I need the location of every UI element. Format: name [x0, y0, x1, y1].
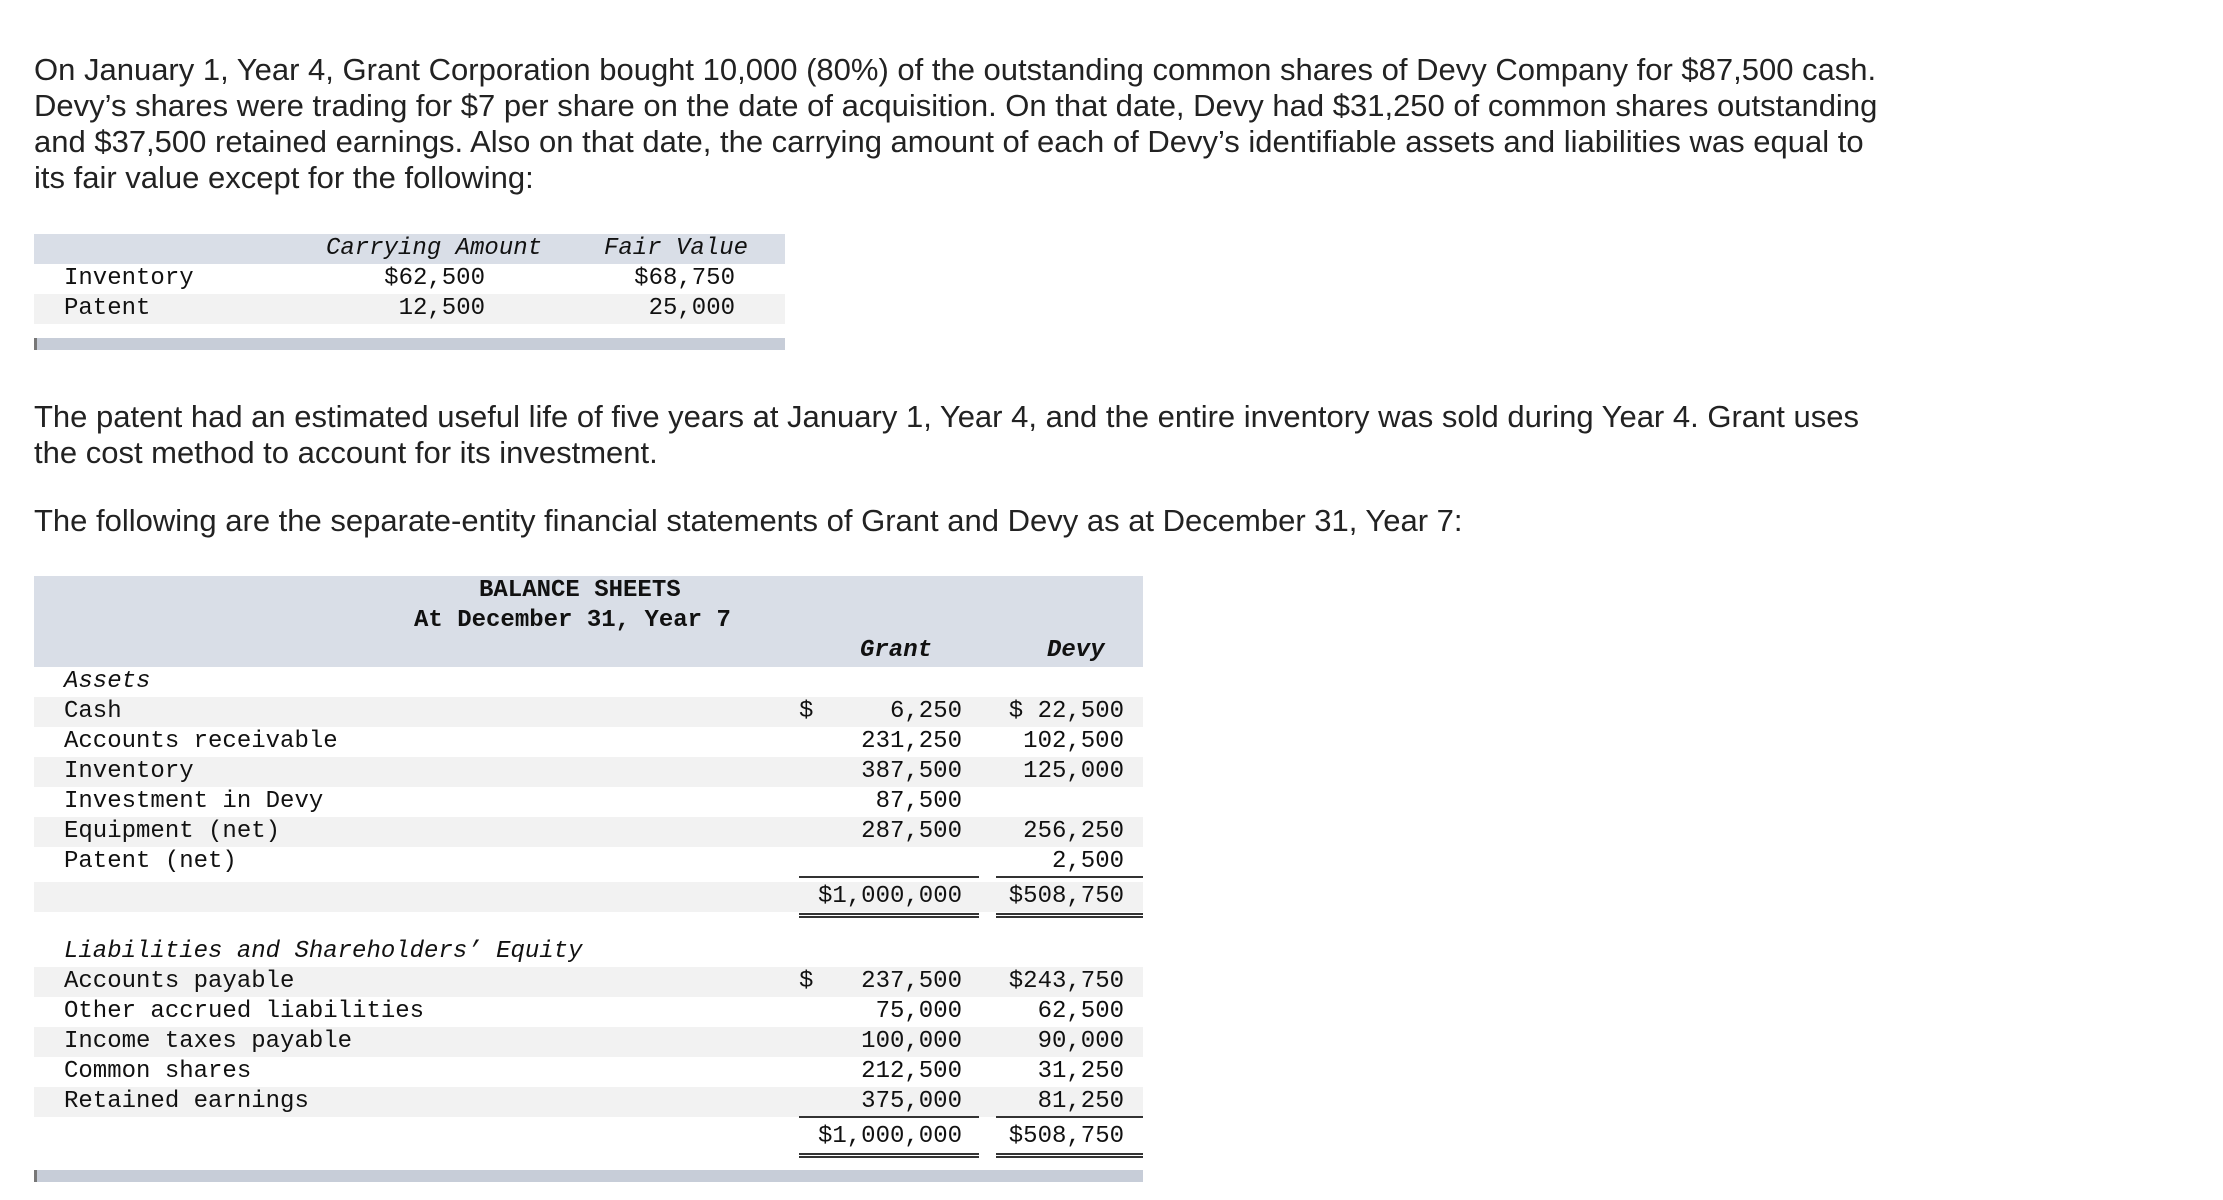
grant-value: 287,500: [861, 818, 962, 845]
grant-value: 100,000: [861, 1028, 962, 1055]
row-label: Inventory: [64, 758, 194, 785]
devy-value: 90,000: [1037, 1028, 1124, 1055]
devy-column-header: Devy: [1047, 637, 1105, 664]
grant-subtotal-rule: [799, 876, 979, 878]
assets-heading-row: [34, 667, 1143, 697]
devy-value: 256,250: [1023, 818, 1124, 845]
devy-value: 81,250: [1037, 1088, 1124, 1115]
intro-line-2: Devy’s shares were trading for $7 per share on the date of acquisition. On that date, Devy had $31,250 of common shares outstanding: [34, 88, 1878, 123]
devy-value: $ 22,500: [1008, 698, 1124, 725]
row-label: Common shares: [64, 1058, 252, 1085]
carrying-amount-value: 12,500: [398, 295, 485, 322]
devy-value: 31,250: [1037, 1058, 1124, 1085]
grant-subtotal-rule: [799, 1116, 979, 1118]
patent-paragraph: [34, 399, 2034, 471]
intro-paragraph: [34, 52, 2034, 196]
devy-value: 102,500: [1023, 728, 1124, 755]
liabilities-heading-row: [34, 937, 1143, 967]
grant-value: 375,000: [861, 1088, 962, 1115]
table-row: [34, 1027, 1143, 1057]
devy-total-double-rule: [996, 913, 1143, 918]
assets-total-row: [34, 882, 1143, 912]
row-label: Other accrued liabilities: [64, 998, 425, 1025]
grant-value: 75,000: [875, 998, 962, 1025]
grant-total-double-rule: [799, 913, 979, 918]
grant-value: 237,500: [861, 968, 962, 995]
table-row: [34, 817, 1143, 847]
row-label: Accounts receivable: [64, 728, 338, 755]
fair-value-table: [34, 234, 785, 352]
row-label: Cash: [64, 698, 122, 725]
grant-column-header: Grant: [860, 637, 933, 664]
grant-value: 231,250: [861, 728, 962, 755]
intro-line-4: its fair value except for the following:: [34, 160, 534, 195]
devy-subtotal-rule: [996, 876, 1143, 878]
row-label: Retained earnings: [64, 1088, 309, 1115]
intro-line-1: On January 1, Year 4, Grant Corporation bought 10,000 (80%) of the outstanding common shares of Devy Company for $87,500 cash.: [34, 52, 1877, 87]
row-label: Income taxes payable: [64, 1028, 353, 1055]
row-label: Investment in Devy: [64, 788, 324, 815]
carrying-amount-value: $62,500: [384, 265, 485, 292]
grant-total-double-rule: [799, 1153, 979, 1158]
assets-heading: Assets: [64, 668, 151, 695]
row-label: Patent: [64, 295, 151, 322]
balance-sheet-table: [34, 576, 1143, 1182]
grant-liabilities-total: $1,000,000: [817, 1123, 962, 1150]
table-row: [34, 787, 1143, 817]
table-row: [34, 727, 1143, 757]
balance-sheet-header: [34, 576, 1143, 667]
liabilities-total-row: [34, 1122, 1143, 1152]
devy-assets-total: $508,750: [1008, 883, 1124, 910]
balance-sheet-title: BALANCE SHEETS: [479, 577, 681, 604]
fair-value-value: 25,000: [648, 295, 735, 322]
carrying-amount-header: Carrying Amount: [326, 235, 543, 262]
patent-line-1: The patent had an estimated useful life of five years at January 1, Year 4, and the entire inventory was sold during Year 4. Grant uses: [34, 399, 1859, 434]
grant-dollar-sign: $: [799, 698, 814, 725]
table-row: [34, 847, 1143, 877]
grant-value: 387,500: [861, 758, 962, 785]
devy-value: 2,500: [1051, 848, 1124, 875]
statements-line: The following are the separate-entity financial statements of Grant and Devy as at December 31, Year 7:: [34, 503, 1463, 538]
devy-total-double-rule: [996, 1153, 1143, 1158]
table-row: [34, 757, 1143, 787]
grant-value: 87,500: [875, 788, 962, 815]
devy-subtotal-rule: [996, 1116, 1143, 1118]
balance-sheet-subtitle: At December 31, Year 7: [414, 607, 731, 634]
table-row: [34, 997, 1143, 1027]
row-label: Accounts payable: [64, 968, 295, 995]
row-label: Inventory: [64, 265, 194, 292]
table-bottom-bar: [34, 1170, 1143, 1182]
patent-line-2: the cost method to account for its investment.: [34, 435, 658, 470]
devy-value: $243,750: [1008, 968, 1124, 995]
intro-line-3: and $37,500 retained earnings. Also on that date, the carrying amount of each of Devy’s identifiable assets and liabilities was equal to: [34, 124, 1864, 159]
devy-value: 125,000: [1023, 758, 1124, 785]
row-label: Equipment (net): [64, 818, 281, 845]
grant-assets-total: $1,000,000: [817, 883, 962, 910]
fair-value-value: $68,750: [634, 265, 735, 292]
devy-liabilities-total: $508,750: [1008, 1123, 1124, 1150]
liabilities-heading: Liabilities and Shareholders’ Equity: [64, 938, 583, 965]
table-row: [34, 1057, 1143, 1087]
grant-value: 6,250: [889, 698, 962, 725]
table-row: [34, 294, 785, 324]
table-bottom-bar: [34, 338, 785, 350]
grant-dollar-sign: $: [799, 968, 814, 995]
table-row: [34, 697, 1143, 727]
table-row: [34, 264, 785, 294]
devy-value: 62,500: [1037, 998, 1124, 1025]
row-label: Patent (net): [64, 848, 237, 875]
table-row: [34, 967, 1143, 997]
statements-paragraph: [34, 503, 2034, 539]
fair-value-header: Fair Value: [604, 235, 749, 262]
grant-value: 212,500: [861, 1058, 962, 1085]
table-row: [34, 1087, 1143, 1117]
fair-value-table-header: [34, 234, 785, 264]
